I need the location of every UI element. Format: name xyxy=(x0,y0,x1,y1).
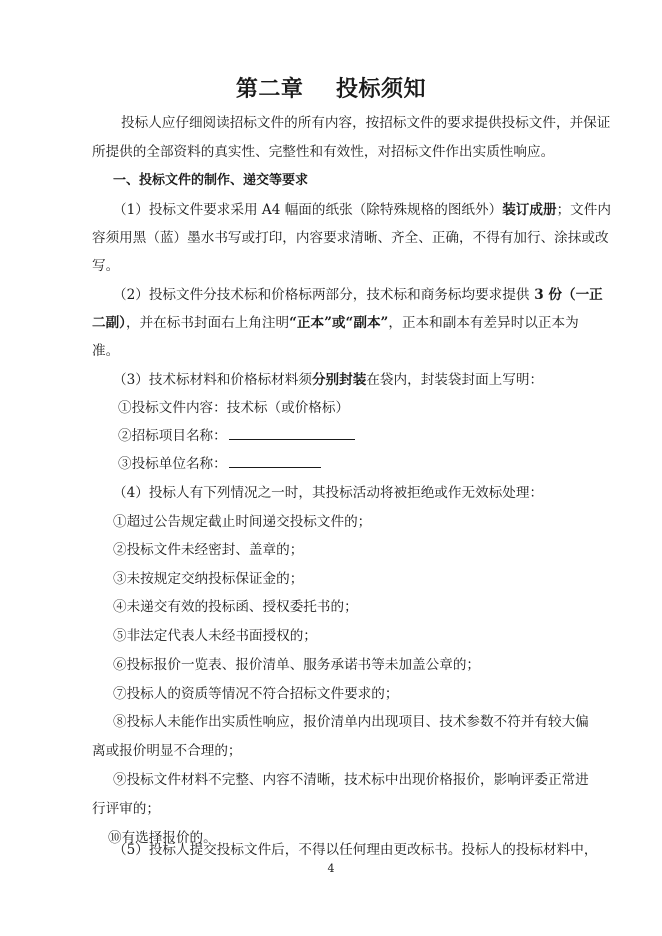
bidder-name-blank xyxy=(229,455,321,468)
item2-bold-copies-cont: 二副） xyxy=(92,315,126,331)
intro-line-2: 所提供的全部资料的真实性、完整性和有效性，对招标文件作出实质性响应。 xyxy=(92,144,555,160)
item3-sub-2-label: ②招标项目名称： xyxy=(118,428,227,444)
item4-case-7: ⑦投标人的资质等情况不符合招标文件要求的； xyxy=(113,686,399,702)
item1-text-a: （1）投标文件要求采用 A4 幅面的纸张（除特殊规格的图纸外） xyxy=(113,202,503,218)
item1-bold: 装订成册 xyxy=(502,202,557,218)
item1-text-c: ；文件内 xyxy=(556,202,611,218)
item4-case-6: ⑥投标报价一览表、报价清单、服务承诺书等未加盖公章的； xyxy=(113,657,481,673)
item3-sub-1: ①投标文件内容：技术标（或价格标） xyxy=(118,400,350,416)
item4-intro: （4）投标人有下列情况之一时，其投标活动将被拒绝或作无效标处理： xyxy=(113,485,544,501)
chapter-title: 第二章 投标须知 xyxy=(235,77,427,102)
item2-text-a: （2）投标文件分技术标和价格标两部分，技术标和商务标均要求提供 xyxy=(113,287,530,303)
item2-bold-original: “正本”或“副本” xyxy=(289,315,389,331)
item4-case-10: ⑩有选择报价的。 xyxy=(108,830,217,846)
item4-case-9-line-1: ⑨投标文件材料不完整、内容不清晰，技术标中出现价格报价，影响评委正常进 xyxy=(113,772,589,788)
item3-sub-3-label: ③投标单位名称： xyxy=(118,456,227,472)
item4-case-8-line-1: ⑧投标人未能作出实质性响应，报价清单内出现项目、技术参数不符并有较大偏 xyxy=(113,714,589,730)
item4-case-5: ⑤非法定代表人未经书面授权的； xyxy=(113,628,317,644)
item3-text-c: 在袋内，封装袋封面上写明： xyxy=(366,372,544,388)
item2-text-d: ，并在标书封面右上角注明 xyxy=(125,315,290,331)
item4-case-1: ①超过公告规定截止时间递交投标文件的； xyxy=(113,514,372,530)
section-heading: 一、投标文件的制作、递交等要求 xyxy=(113,173,309,188)
item5-line-1: （5）投标人提交投标文件后，不得以任何理由更改标书。投标人的投标材料中， xyxy=(113,842,598,858)
item2-text-f: ，正本和副本有差异时以正本为 xyxy=(388,315,579,331)
page-number: 4 xyxy=(327,862,335,875)
item2-line-2 xyxy=(92,309,602,338)
item2-line-1 xyxy=(113,281,623,310)
item4-case-9-line-2: 行评审的； xyxy=(92,801,160,817)
item1-line-1 xyxy=(113,196,623,225)
item4-case-8-line-2: 离或报价明显不合理的； xyxy=(92,743,242,759)
item1-line-2: 容须用黑（蓝）墨水书写或打印，内容要求清晰、齐全、正确，不得有加行、涂抹或改 xyxy=(92,230,609,246)
item3-sub-3 xyxy=(118,450,628,479)
item3-line-1 xyxy=(113,366,623,395)
item2-bold-copies: 3 份（一正 xyxy=(529,287,603,303)
item4-case-4: ④未递交有效的投标函、授权委托书的； xyxy=(113,599,358,615)
item2-line-3: 准。 xyxy=(92,343,120,359)
item1-line-3: 写。 xyxy=(92,258,120,274)
item3-sub-2 xyxy=(118,422,628,451)
item3-bold: 分别封装 xyxy=(311,372,367,388)
item4-case-3: ③未按规定交纳投标保证金的； xyxy=(113,571,304,587)
item4-case-2: ②投标文件未经密封、盖章的； xyxy=(113,542,304,558)
project-name-blank xyxy=(229,427,355,440)
item3-text-a: （3）技术标材料和价格标材料须 xyxy=(113,372,312,388)
intro-line-1: 投标人应仔细阅读招标文件的所有内容，按招标文件的要求提供投标文件，并保证 xyxy=(121,115,611,131)
